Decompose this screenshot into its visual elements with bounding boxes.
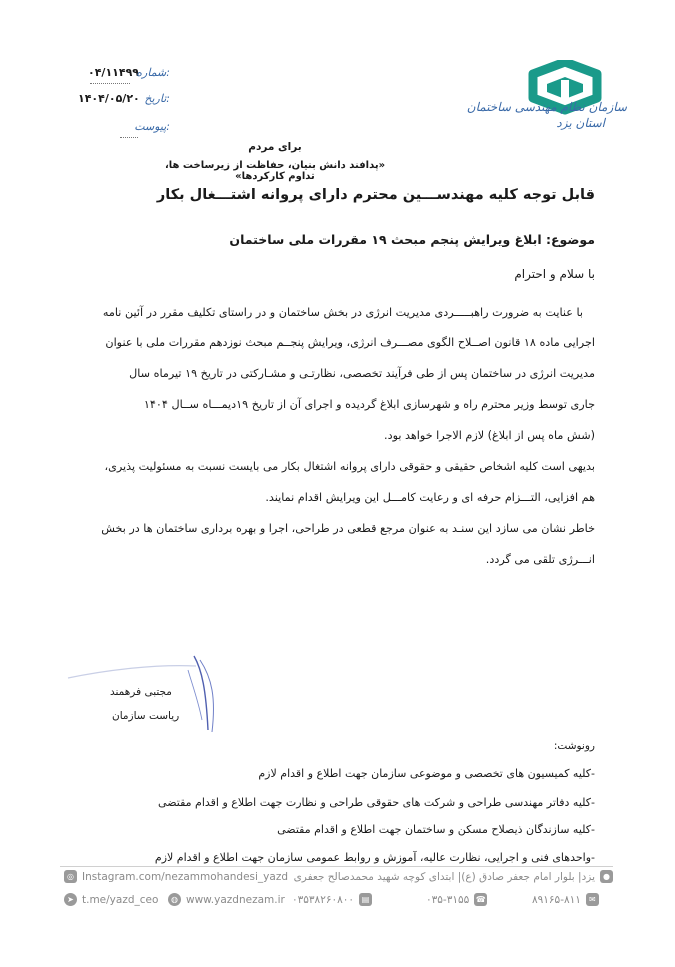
letter-date-row bbox=[78, 92, 170, 112]
organization-name: سازمان نظام مهندسی ساختمان bbox=[466, 100, 627, 114]
cc-label: رونوشت: bbox=[553, 740, 595, 752]
footer-fax: ۰۳۵۳۸۲۶۰۸۰۰ ▤ bbox=[292, 893, 372, 906]
body-line: مدیریت انرژی در ساختمان پس از طی فرآیند تخصصی، نظارتـی و مشـارکتی در تاریخ ۱۹ تیرماه سال bbox=[129, 367, 595, 380]
footer-website[interactable]: ◍ www.yazdnezam.ir bbox=[168, 893, 285, 906]
cc-item: -واحدهای فنی و اجرایی، نظارت عالیه، آموزش و روابط عمومی سازمان جهت اطلاع و اقدام لازم bbox=[154, 851, 595, 864]
slogan-text: «پدافند دانش بنیان، حفاظت از زیرساخت ها، تداوم کارکردها» bbox=[164, 160, 386, 182]
cc-item: -کلیه سازندگان ذیصلاح مسکن و ساختمان جهت اطلاع و اقدام مقتضی bbox=[277, 823, 595, 836]
body-line: هم افزایی، التـــزام حرفه ای و رعایت کامـــل این ویرایش اقدام نمایند. bbox=[265, 491, 595, 504]
letter-addressee: قابل توجه کلیه مهندســـین محترم دارای پروانه اشتـــغال بکار bbox=[156, 187, 595, 203]
letter-attachment-label: پیوست: bbox=[134, 120, 170, 133]
organization-province: استان یزد bbox=[556, 116, 605, 130]
telegram-icon: ➤ bbox=[64, 893, 77, 906]
footer-phone: ۰۳۵-۳۱۵۵ ☎ bbox=[426, 893, 486, 906]
location-pin-icon: ● bbox=[600, 870, 613, 883]
body-line: جاری توسط وزیر محترم راه و شهرسازی ابلاغ گردیده و اجرای آن از تاریخ ۱۹دیمـــاه ســال ۱۴۰۴ bbox=[143, 398, 595, 411]
footer-instagram[interactable]: ◎ Instagram.com/nezammohandesi_yazd bbox=[64, 870, 288, 883]
letter-date-value: ۱۴۰۴/۰۵/۲۰ bbox=[78, 92, 140, 105]
letter-number-row bbox=[60, 66, 170, 86]
fax-icon: ▤ bbox=[359, 893, 372, 906]
signatory-title: ریاست سازمان bbox=[112, 710, 180, 722]
letter-greeting: با سلام و احترام bbox=[514, 267, 595, 281]
mail-icon: ✉ bbox=[586, 893, 599, 906]
body-line: بدیهی است کلیه اشخاص حقیقی و حقوقی دارای پروانه اشتغال بکار می بایست نسبت به مسئولیت پذیری، bbox=[104, 460, 595, 473]
footer-address: ● یزد| بلوار امام جعفر صادق (ع)| ابتدای کوچه شهید محمدصالح جعفری bbox=[294, 870, 613, 883]
cc-item: -کلیه دفاتر مهندسی طراحی و شرکت های حقوقی طراحی و نظارت جهت اطلاع و اقدام مقتضی bbox=[158, 796, 595, 809]
letter-number-label: شماره: bbox=[136, 66, 170, 79]
letter-attachment-row bbox=[120, 120, 170, 140]
body-line: (شش ماه پس از ابلاغ) لازم الاجرا خواهد بود. bbox=[384, 429, 595, 442]
footer-divider bbox=[60, 866, 613, 867]
signatory-name: مجتبی فرهمند bbox=[110, 686, 172, 698]
globe-icon: ◍ bbox=[168, 893, 181, 906]
slogan-title: برای مردم bbox=[248, 141, 302, 153]
footer-telegram[interactable]: ➤ t.me/yazd_ceo bbox=[64, 893, 158, 906]
body-line: خاطر نشان می سازد این سنـد به عنوان مرجع قطعی در طراحی، اجرا و بهره برداری ساختمان ها در بخش bbox=[101, 522, 595, 535]
body-line: اجرایی ماده ۱۸ قانون اصــلاح الگوی مصـــرف انرژی، ویرایش پنجــم مبحث نوزدهم مقررات ملی با عنوان bbox=[105, 336, 595, 349]
instagram-icon: ◎ bbox=[64, 870, 77, 883]
footer-postal: ۸۹۱۶۵-۸۱۱ ✉ bbox=[532, 893, 599, 906]
letter-date-label: تاریخ: bbox=[144, 92, 170, 105]
body-line: انـــرژی تلقی می گردد. bbox=[485, 553, 595, 566]
letter-number-value: ۰۴/۱۱۴۹۹ bbox=[88, 66, 140, 79]
cc-item: -کلیه کمیسیون های تخصصی و موضوعی سازمان جهت اطلاع و اقدام لازم bbox=[258, 767, 595, 780]
letter-subject: موضوع: ابلاغ ویرایش پنجم مبحث ۱۹ مقررات ملی ساختمان bbox=[229, 232, 595, 247]
phone-icon: ☎ bbox=[475, 895, 486, 904]
body-line: با عنایت به ضرورت راهبـــــردی مدیریت انرژی در بخش ساختمان و در راستای تکلیف مقرر در آئین نامه bbox=[102, 306, 583, 319]
divider bbox=[90, 83, 130, 84]
divider bbox=[120, 137, 138, 138]
